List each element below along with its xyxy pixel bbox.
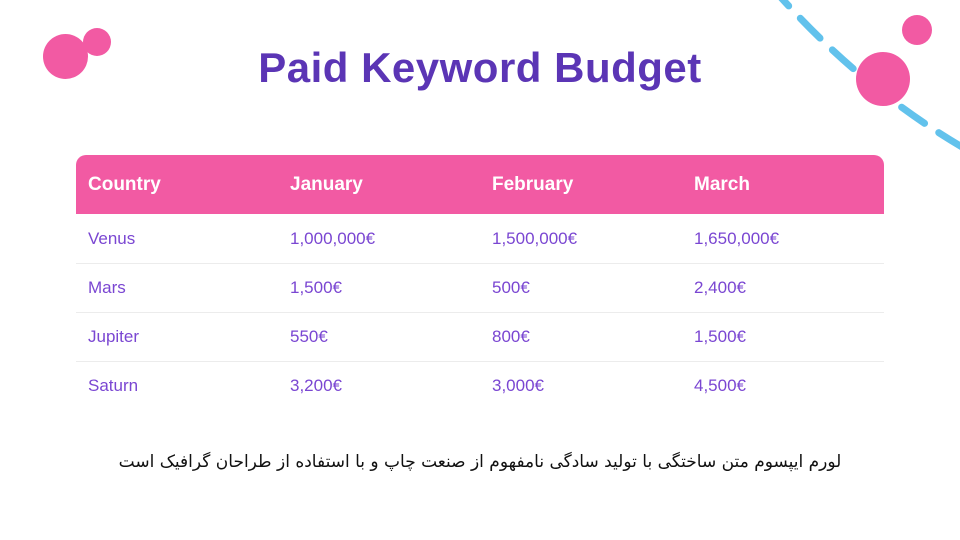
cell-value: 1,500€	[694, 327, 746, 346]
footer-caption: لورم ایپسوم متن ساختگی با تولید سادگی نامفهوم از صنعت چاپ و با استفاده از طراحان گرافیک است	[118, 452, 842, 472]
table-row	[76, 263, 884, 312]
column-header-january: January	[290, 173, 363, 195]
cell-country: Venus	[88, 228, 136, 248]
pink-circle-top-right-small	[902, 15, 932, 45]
table-row	[76, 312, 884, 361]
cell-value: 4,500€	[694, 376, 746, 395]
cell-country: Saturn	[88, 376, 139, 395]
table-row	[76, 214, 884, 263]
page-title: Paid Keyword Budget	[258, 44, 702, 91]
cell-value: 1,500,000€	[492, 228, 578, 248]
cell-value: 1,650,000€	[694, 228, 780, 248]
cell-value: 1,500€	[290, 278, 342, 297]
cell-value: 3,200€	[290, 376, 342, 395]
table-row	[76, 361, 884, 410]
cell-value: 3,000€	[492, 376, 544, 395]
cell-country: Mars	[88, 278, 126, 297]
cell-country: Jupiter	[88, 327, 140, 346]
cell-value: 500€	[492, 278, 530, 297]
column-header-march: March	[694, 173, 750, 195]
cell-value: 800€	[492, 327, 530, 346]
column-header-february: February	[492, 173, 574, 195]
table-header-row	[76, 155, 884, 214]
cell-value: 550€	[290, 327, 328, 346]
column-header-country: Country	[88, 173, 161, 195]
cell-value: 1,000,000€	[290, 228, 376, 248]
budget-table	[76, 155, 884, 410]
cell-value: 2,400€	[694, 278, 746, 297]
